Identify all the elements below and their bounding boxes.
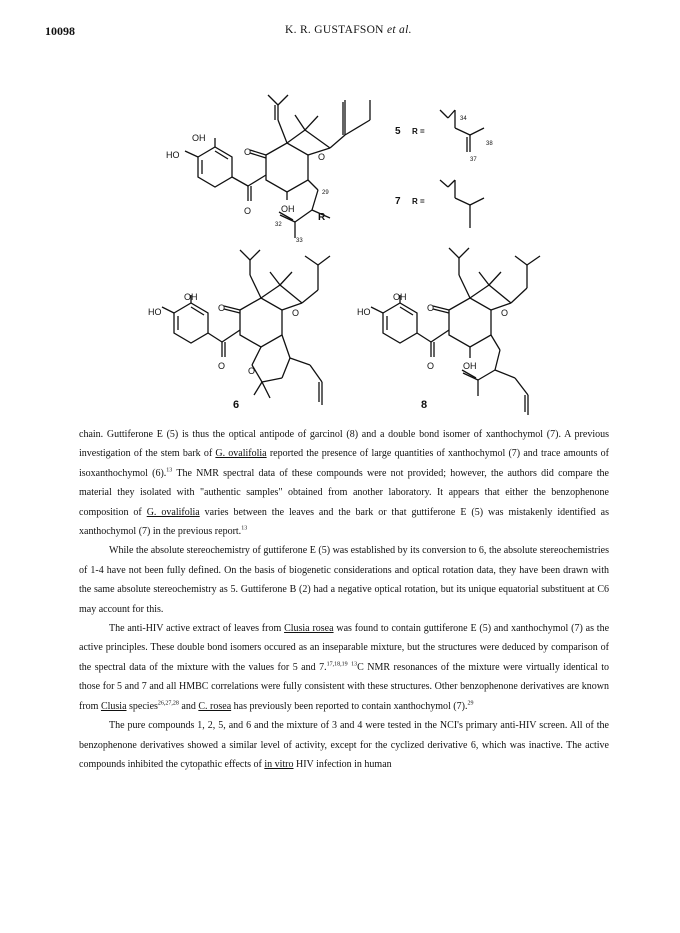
r-substituents: [440, 110, 484, 228]
chemical-structures-figure: [0, 60, 680, 415]
structure-6: [162, 250, 330, 405]
et-al: et al.: [386, 24, 412, 36]
label-o-6-a: O: [218, 361, 226, 371]
atom-num-33: 33: [296, 238, 303, 244]
compound-number-8: 8: [421, 399, 428, 411]
r-equals-7: R =: [412, 197, 425, 206]
r-equals-5: R =: [412, 127, 425, 136]
label-o-6-c: O: [292, 308, 300, 318]
label-o-6-ring: O: [248, 366, 256, 376]
label-oh-top-b: OH: [281, 204, 295, 214]
bicyclic-core-6: [240, 298, 282, 347]
paragraph-4: The pure compounds 1, 2, 5, and 6 and the mixture of 3 and 4 were tested in the NCI's primary anti-HIV screen. All of the benzophenone derivatives showed a similar level of activity, except for the cyclized derivative 6, which was inactive. The active compounds inhibited the cytopathic effects of in vitro HIV infection in human: [79, 720, 609, 770]
paragraph-2: While the absolute stereochemistry of guttiferone E (5) was established by its conversion to 6, the absolute stereochemistries of 1-4 have not been fully defined. On the basis of biogenetic considerations and optical rotation data, they have been drawn with the same absolute stereochemistry as 5. Guttiferone B (2) had a negative optical rotation, but its unique equatorial substituent at C6 may account for this.: [79, 545, 609, 615]
label-o-top-a: O: [244, 206, 252, 216]
label-ho-8: HO: [357, 307, 371, 317]
running-header: [0, 24, 680, 44]
label-o-8-c: O: [501, 308, 509, 318]
compound-number-5: 5: [395, 126, 401, 137]
bicyclic-core-top: [266, 143, 308, 192]
label-o-6-b: O: [218, 303, 226, 313]
atom-num-34: 34: [460, 116, 467, 122]
label-o-top-b: O: [244, 147, 252, 157]
label-oh-8-b: OH: [463, 361, 477, 371]
body-text: [79, 425, 609, 774]
label-o-8-a: O: [427, 361, 435, 371]
phenyl-ring-8: [383, 303, 417, 343]
label-oh-6: OH: [184, 292, 198, 302]
structure-8: [371, 248, 540, 415]
page-number: 10098: [45, 24, 75, 38]
atom-num-29: 29: [322, 190, 329, 196]
phenyl-ring-6: [174, 303, 208, 343]
atom-num-38: 38: [486, 141, 493, 147]
structure-top: [185, 95, 370, 238]
phenyl-ring-top: [198, 147, 232, 187]
label-ho-6: HO: [148, 307, 162, 317]
paragraph-3: The anti-HIV active extract of leaves from Clusia rosea was found to contain guttiferone E (5) and xanthochymol (7) as the active principles. These double bond isomers occured as an inseparable mixture, but the structures were deduced by comparison of the spectral data of the mixture with the values for 5 and 7.$^{17,18,19}$ $^{13}$C NMR resonances of the mixture were virtually identical to those for 5 and 7 and all HMBC correlations were fully consistent with these structures. Other benzophenone derivatives are known from Clusia species$^{26,27,28}$ and C. rosea has previously been reported to contain xanthochymol (7).$^{29}$: [79, 623, 610, 712]
bicyclic-core-8: [449, 298, 491, 347]
label-ho-top: HO: [166, 150, 180, 160]
running-authors: [285, 24, 412, 36]
atom-num-32: 32: [275, 222, 282, 228]
label-o-top-c: O: [318, 152, 326, 162]
label-o-8-b: O: [427, 303, 435, 313]
author-name: K. R. GUSTAFSON: [285, 24, 384, 36]
label-oh-top: OH: [192, 133, 206, 143]
paragraph-1: chain. Guttiferone E (5) is thus the optical antipode of garcinol (8) and a double bond isomer of xanthochymol (7). A previous investigation of the stem bark of G. ovalifolia reported the presence of large quantities of xanthochymol (7) and trace amounts of isoxanthochymol (6).$^{13}$ The NMR spectral data of these compounds were not provided; however, the authors did compare the material they isolated with "authentic samples" obtained from another laboratory. It appears that either the benzophenone composition of G. ovalifolia varies between the leaves and the bark or that guttiferone E (5) was mistakenly identified as xanthochymol (7) in the previous report.$^{13}$: [79, 429, 609, 538]
compound-number-7: 7: [395, 196, 401, 207]
compound-number-6: 6: [233, 399, 240, 411]
label-r-top: R: [318, 212, 326, 223]
atom-num-37: 37: [470, 157, 477, 163]
label-oh-8: OH: [393, 292, 407, 302]
